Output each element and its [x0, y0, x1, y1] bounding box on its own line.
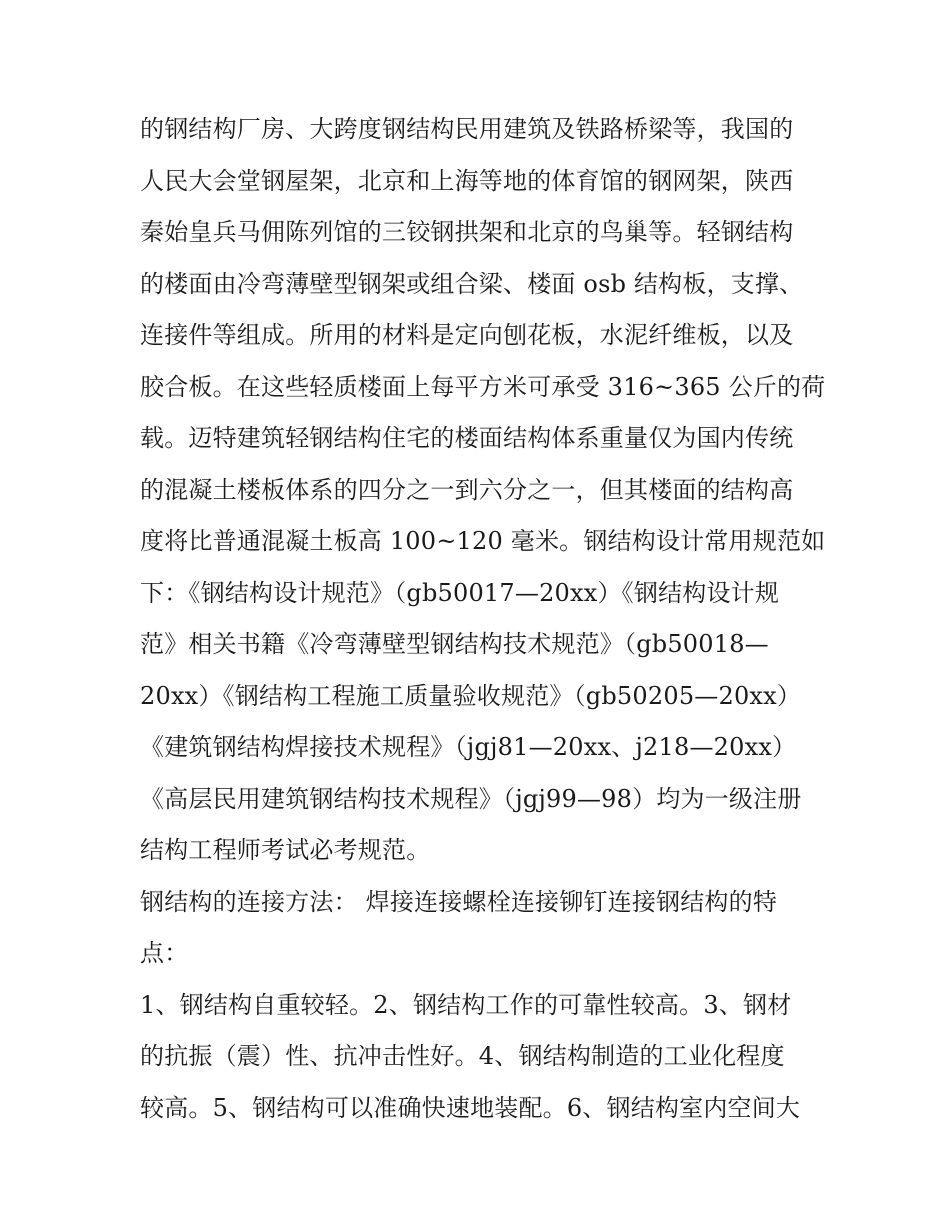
text-line: 的混凝土楼板体系的四分之一到六分之一，但其楼面的结构高	[140, 475, 794, 504]
text-line: 胶合板。在这些轻质楼面上每平方米可承受 316~365 公斤的荷	[140, 372, 826, 401]
text-line: 度将比普通混凝土板高 100~120 毫米。钢结构设计常用规范如	[140, 527, 826, 555]
body-text	[140, 104, 826, 1134]
text-line: 较高。5、钢结构可以准确快速地装配。6、钢结构室内空间大	[140, 1093, 801, 1122]
text-line: 的楼面由冷弯薄壁型钢架或组合梁、楼面 osb 结构板，支撑、	[140, 269, 804, 298]
text-line: 1、钢结构自重较轻。2、钢结构工作的可靠性较高。3、钢材	[140, 990, 792, 1019]
text-line: 的抗振（震）性、抗冲击性好。4、钢结构制造的工业化程度	[140, 1042, 785, 1070]
text-line: 点：	[140, 939, 189, 967]
text-line: 20xx）《钢结构工程施工质量验收规范》（gb50205—20xx）	[140, 681, 802, 710]
text-line: 范》相关书籍《冷弯薄壁型钢结构技术规范》（gb50018—	[140, 630, 769, 658]
text-line: 《高层民用建筑钢结构技术规程》（jgj99—98）均为一级注册	[140, 784, 802, 813]
text-line: 载。迈特建筑轻钢结构住宅的楼面结构体系重量仅为国内传统	[140, 424, 794, 452]
text-line: 结构工程师考试必考规范。	[140, 836, 431, 864]
text-line: 下：《钢结构设计规范》（gb50017—20xx）《钢结构设计规	[140, 578, 780, 607]
text-line: 钢结构的连接方法： 焊接连接螺栓连接铆钉连接钢结构的特	[140, 887, 778, 916]
text-line: 《建筑钢结构焊接技术规程》（jgj81—20xx、j218—20xx）	[140, 733, 797, 761]
text-line: 秦始皇兵马佣陈列馆的三铰钢拱架和北京的鸟巢等。轻钢结构	[140, 218, 794, 246]
text-line: 的钢结构厂房、大跨度钢结构民用建筑及铁路桥梁等，我国的	[140, 115, 794, 143]
text-line: 人民大会堂钢屋架，北京和上海等地的体育馆的钢网架，陕西	[140, 166, 794, 195]
text-line: 连接件等组成。所用的材料是定向刨花板，水泥纤维板，以及	[140, 321, 794, 349]
